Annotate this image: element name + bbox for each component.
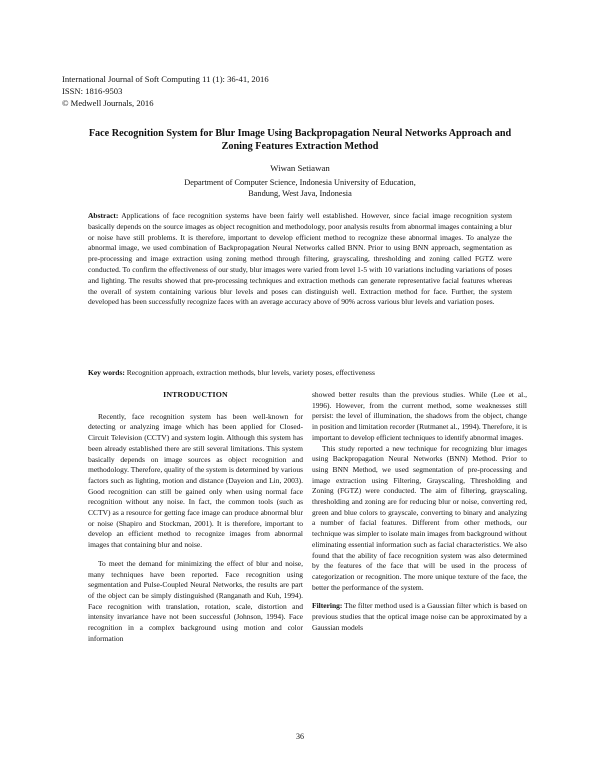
keywords-label: Key words: — [88, 368, 125, 377]
journal-issn: ISSN: 1816-9503 — [62, 86, 123, 96]
paper-title: Face Recognition System for Blur Image Using Backpropagation Neural Networks Approach and Zoning Features Extraction Method — [88, 128, 512, 152]
page-number: 36 — [296, 732, 304, 741]
left-column — [88, 390, 303, 644]
filtering-paragraph — [312, 601, 527, 633]
affiliation-line-1: Department of Computer Science, Indonesia University of Education, — [184, 178, 416, 187]
journal-copyright: © Medwell Journals, 2016 — [62, 98, 154, 108]
keywords — [88, 368, 528, 378]
right-column — [312, 390, 527, 633]
intro-paragraph-1: Recently, face recognition system has been well-known for detecting or analyzing image which has been applied for Closed-Circuit Television (CCTV) and system login. Although this system has been already established there are still several limitations. This system basically depends on image sources as object recognition and methodology. Therefore, quality of the system is determined by various factors such as lighting, motion and distance (Dayeion and Lin, 2003). Good recognition can still be gained only when using normal face recognition without any noise. In fact, the common tools (such as CCTV) as a resource for getting face image can produce abnormal blur or noise (Shapiro and Stockman, 2001). It is therefore, important to develop an efficient method to recognize images from abnormal images that containing blur and noise. — [88, 411, 303, 550]
filtering-text: The filter method used is a Gaussian filter which is based on previous studies that the optical image noise can be approximated by a Gaussian models — [312, 601, 527, 632]
journal-citation: International Journal of Soft Computing 11 (1): 36-41, 2016 — [62, 74, 269, 84]
introduction-heading: INTRODUCTION — [163, 390, 228, 399]
abstract — [88, 211, 512, 308]
journal-header — [62, 73, 269, 109]
keywords-text: Recognition approach, extraction methods, blur levels, variety poses, effectiveness — [126, 368, 375, 377]
intro-paragraph-4: This study reported a new technique for recognizing blur images using Backpropagation Neural Networks (BNN) Method. Prior to using BNN Method, we used segmentation of pre-processing and image extraction using Filtering, Grayscaling, Thresholding and Zoning (FGTZ) were conducted. The aim of filtering, grayscaling, thresholding and zoning are for reducing blur or noise, converting red, green and blue colors to grayscale, converting to binary and analyzing a number of facial features. Different from other methods, our technique was simpler to isolate main images from background without eliminating essential information such as facial characteristics. We also found that the ability of face recognition system was also determined by the features of the face that will be used in the process of categorization or recognition. The more unique texture of the face, the better the performance of the system. — [312, 443, 527, 592]
abstract-label: Abstract: — [88, 211, 119, 220]
intro-paragraph-3: showed better results than the previous studies. While (Lee et al., 1996). However, from the current method, some weaknesses still persist: the level of illumination, the shadows from the object, change in position and limitation recorder (Rutmanet al., 1994). Therefore, it is important to develop efficient techniques to identify abnormal images. — [312, 390, 527, 442]
affiliation-line-2: Bandung, West Java, Indonesia — [248, 189, 352, 198]
intro-paragraph-2: To meet the demand for minimizing the effect of blur and noise, many techniques have been reported. Face recognition using segmentation and Pulse-Coupled Neural Networks, the results are part of the object can be simply distinguished (Ranganath and Kuh, 1994). Face recognition with translation, rotation, scale, distortion and intensity invariance have not been successful (Johnson, 1994). Face recognition in a complex background using motion and color information — [88, 558, 303, 643]
abstract-text: Applications of face recognition systems have been fairly well established. However, since facial image recognition system basically depends on the source images as object recognition and methodology, poor analysis results from abnormal images containing a blur or noise have still problems. It is therefore, important to develop efficient method to recognize these abnormal images. To analyze the abnormal image, we used combination of Backpropagation Neural Networks called BNN. Prior to using BNN approach, segmentation as pre-processing and image extraction using zoning method through filtering, grayscaling, thresholding and zoning called FGTZ were conducted. To confirm the effectiveness of our study, blur images were varied from level 1-5 with 10 variations including variations of poses and lighting. The results showed that pre-processing techniques and extraction methods can generate representative facial features whereas the overall of system containing various blur levels and poses can distinguish well. Extraction method for face. Further, the system developed has been successfully recognize faces with an average accuracy above of 90% across various blur levels and variation poses. — [88, 211, 513, 307]
paper-author: Wiwan Setiawan — [270, 163, 330, 173]
author-affiliation — [90, 177, 510, 199]
filtering-label: Filtering: — [312, 601, 343, 611]
